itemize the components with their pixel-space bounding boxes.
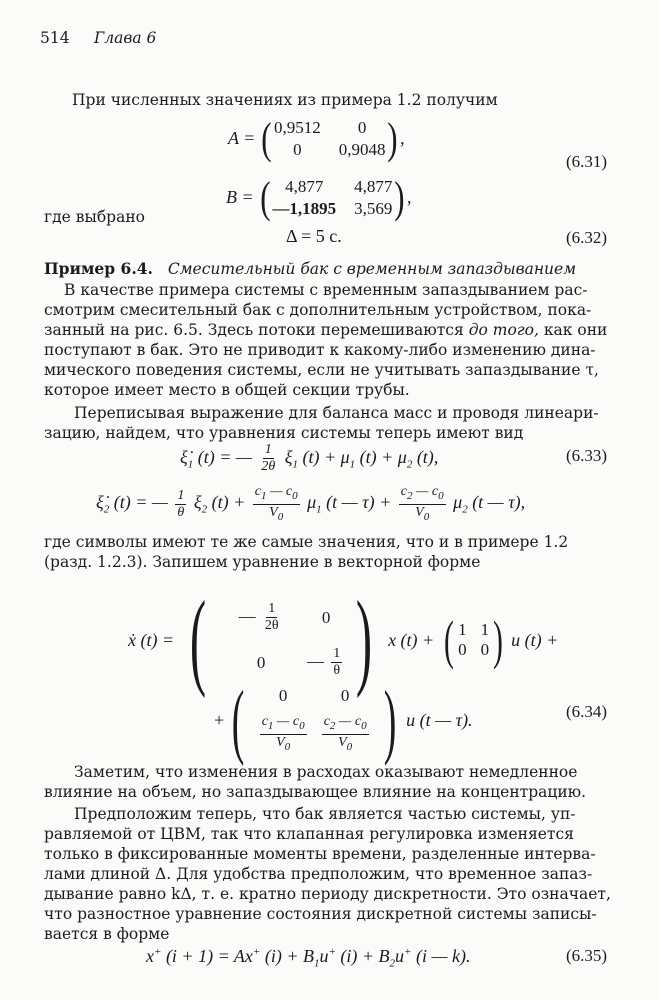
- chapter-title: Глава 6: [94, 29, 157, 47]
- text-line: В качестве примера системы с временным запаздыванием рас-: [64, 281, 588, 299]
- example-subtitle: Смесительный бак с временным запаздыванием: [167, 260, 577, 278]
- matrix-b-cell: 4,877: [354, 176, 393, 196]
- equation-633-line2: $\xi̇_2$ (t) = — $\frac{1}{\theta}$ $\xi_2$ (t) + $\frac{c_1 — c_0}{V_0}$ $\mu_1$ (t — τ) + $\frac{c_2 — c_0}{V_0}$ $\mu_2$ (t — τ),: [96, 484, 526, 523]
- matrix-b-cell: —1,1895: [272, 198, 337, 218]
- paren-right: ): [394, 173, 405, 222]
- text-line: лами длиной Δ. Для удобства предположим, что временное запаз-: [44, 865, 593, 883]
- paren-left: (: [259, 173, 271, 222]
- matrix-a-equation: A = ( 0,9512 0 0 0,9048 ) ,: [228, 114, 405, 163]
- text-line: (разд. 1.2.3). Запишем уравнение в векторной форме: [44, 553, 481, 571]
- paragraph-2: [44, 403, 612, 443]
- equation-number-635: (6.35): [566, 946, 608, 965]
- paragraph-4: [44, 762, 612, 802]
- equation-634-line1: ẋ (t) = ( — $\frac{1}{2\theta}$ 0 0 — $\frac{1}{\theta}$ ) x (t) + ( 1 1 0 0 ) u (t) +: [128, 578, 558, 702]
- delta-equation: Δ = 5 с.: [286, 226, 342, 246]
- matrix-a-cell: 0: [293, 139, 302, 159]
- matrix-b-cell: 4,877: [285, 176, 324, 196]
- text-line: только в фиксированные моменты времени, разделенные интерва-: [44, 845, 596, 863]
- paren-right: ): [387, 114, 398, 163]
- equation-number-634: (6.34): [566, 702, 608, 721]
- matrix-b-cells: [272, 177, 392, 219]
- matrix-a-cell: 0,9512: [273, 117, 321, 137]
- page-number: 514: [40, 29, 70, 47]
- text-line: зацию, найдем, что уравнения системы теперь имеют вид: [44, 424, 524, 442]
- paren-right: ): [383, 674, 397, 767]
- equation-634-line2: + ( 0 0 $\frac{c_1 — c_0}{V_0}$ $\frac{c_2 — c_0}{V_0}$ ) u (t — τ).: [214, 674, 473, 767]
- text-line: мического поведения системы, если не учитывать запаздывание τ,: [44, 361, 599, 379]
- paragraph-3: [44, 532, 612, 572]
- matrix-a-cell: 0,9048: [338, 139, 386, 159]
- example-title: Пример 6.4.: [44, 259, 153, 278]
- paren-left: (: [231, 674, 245, 767]
- text-line: влияние на объем, но запаздывающее влияние на концентрацию.: [44, 783, 587, 801]
- text-line: где символы имеют те же самые значения, что и в примере 1.2: [44, 533, 569, 551]
- text-line: занный на рис. 6.5. Здесь потоки перемешиваются до того, как они: [44, 321, 608, 339]
- matrix-b-equation: B = ( 4,877 4,877 —1,1895 3,569 ) ,: [226, 173, 412, 222]
- matrix-a-cells: [274, 118, 386, 160]
- equation-number-633: (6.33): [566, 446, 608, 465]
- matrix-b-cell: 3,569: [354, 198, 393, 218]
- text-line: вается в форме: [44, 925, 170, 943]
- paren-left: (: [444, 610, 455, 670]
- text-line: поступают в бак. Это не приводит к какому-либо изменению дина-: [44, 341, 596, 359]
- paragraph-1: [44, 280, 612, 400]
- intro-text: При численных значениях из примера 1.2 получим: [72, 91, 498, 109]
- text-line: Предположим теперь, что бак является частью системы, уп-: [74, 805, 576, 823]
- text-line: Переписывая выражение для баланса масс и проводя линеари-: [74, 404, 599, 422]
- equation-number-631: (6.31): [566, 152, 608, 171]
- paragraph-5: [44, 804, 612, 944]
- paren-right: ): [355, 580, 373, 699]
- matrix-a-lhs: A =: [228, 128, 256, 148]
- text-line: смотрим смесительный бак с дополнительным устройством, пока-: [44, 301, 592, 319]
- equation-635: x+ (i + 1) = Ax+ $(i) + B_1u^+$ $(i) + B_2u^+$ (i — k).: [146, 946, 471, 970]
- text-line: равляемой от ЦВМ, так что клапанная регулировка изменяется: [44, 825, 574, 843]
- where-chosen-text: где выбрано: [44, 208, 145, 226]
- equation-number-632: (6.32): [566, 228, 608, 247]
- example-heading: [44, 259, 576, 279]
- paren-left: (: [190, 580, 207, 699]
- matrix-a-cell: 0: [357, 117, 367, 137]
- text-line: Заметим, что изменения в расходах оказывают немедленное: [74, 763, 578, 781]
- matrix-b-lhs: B =: [226, 187, 254, 207]
- text-line: которое имеет место в общей секции трубы.: [44, 381, 410, 399]
- text-line: что разностное уравнение состояния дискретной системы записы-: [44, 905, 597, 923]
- paren-left: (: [261, 114, 272, 163]
- text-line: дывание равно kΔ, т. е. кратно периоду дискретности. Это означает,: [44, 885, 611, 903]
- paren-right: ): [493, 610, 504, 670]
- equation-633-line1: $\xi̇_1$ (t) = — $\frac{1}{2\theta}$ $\xi_1$ $(t) + \mu_1$ $(t) + \mu_2$ (t),: [180, 442, 439, 474]
